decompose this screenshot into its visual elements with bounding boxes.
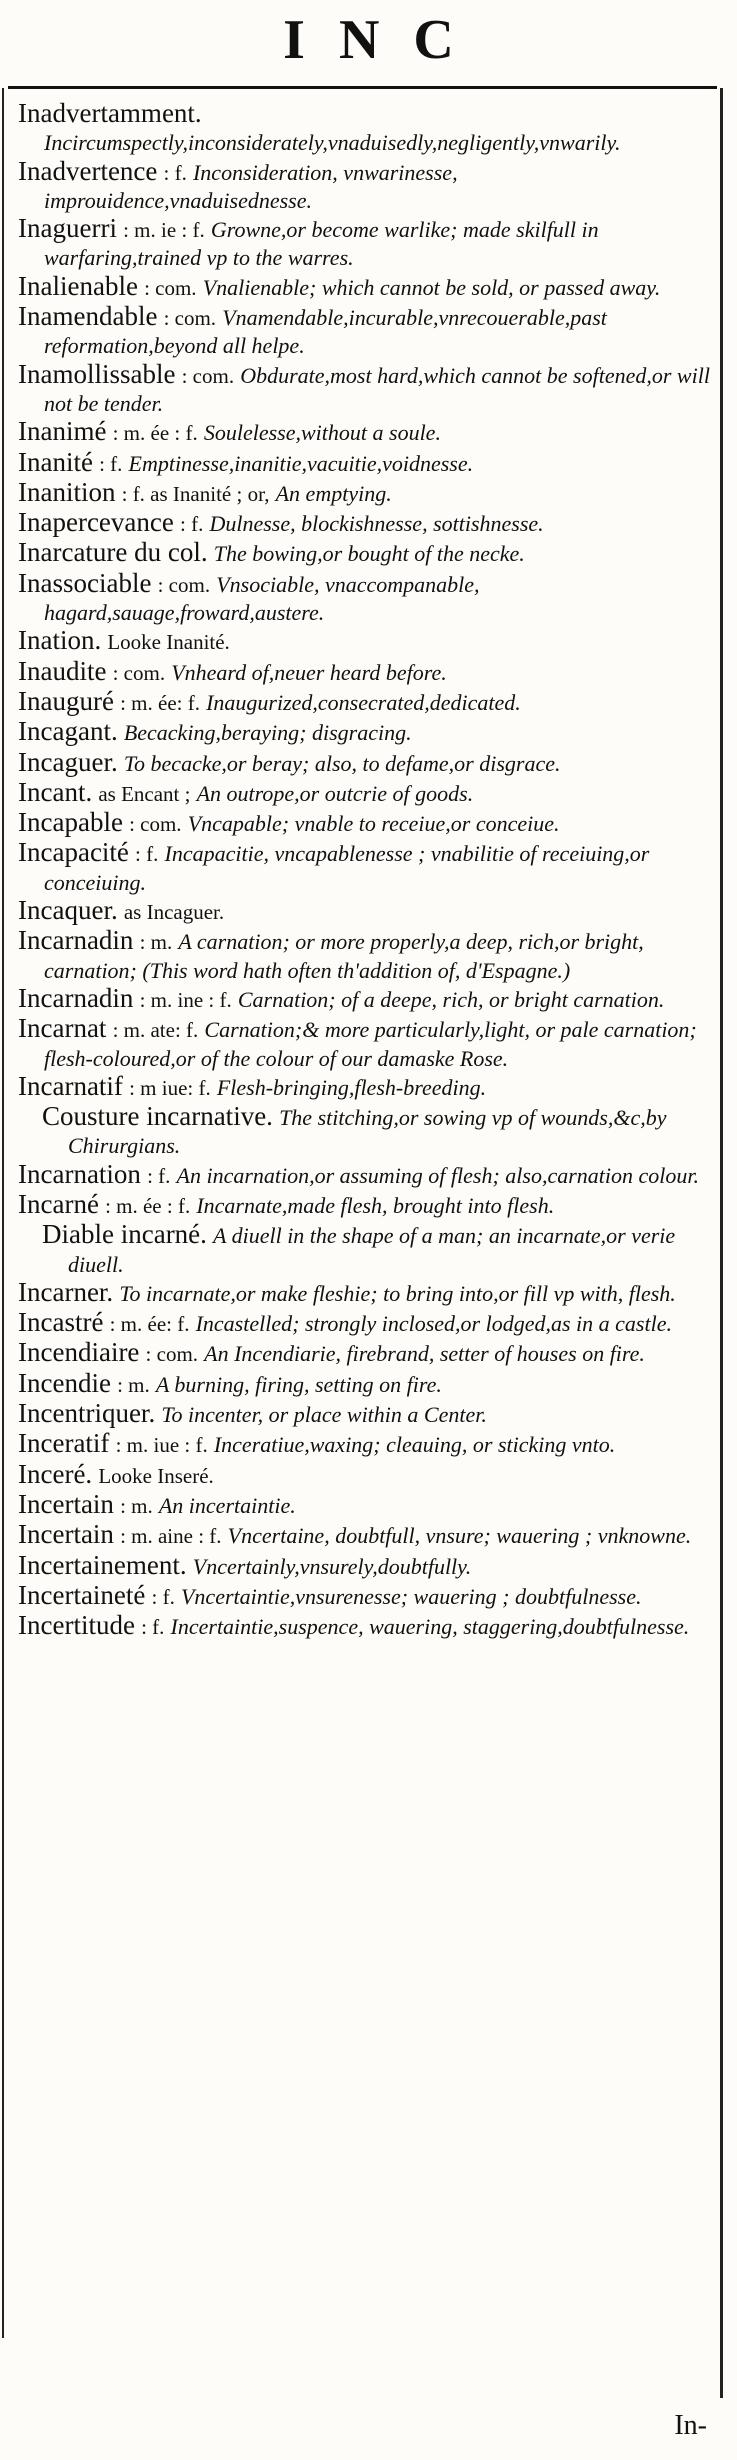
entry-grammar: as Encant ;	[98, 781, 191, 806]
dictionary-entry	[18, 655, 715, 687]
entry-grammar: : m. ée: f.	[109, 1312, 190, 1337]
dictionary-entry	[18, 1158, 715, 1190]
entry-gloss: A diuell in the shape of a man; an incarnate,or verie diuell.	[68, 1223, 676, 1277]
entry-gloss: Vncapable; vnable to receiue,or conceiue.	[187, 811, 560, 837]
entry-gloss: Carnation; of a deepe, rich, or bright carnation.	[237, 986, 665, 1012]
entry-headword: Incarnadin	[18, 925, 134, 956]
dictionary-entry	[18, 685, 715, 717]
dictionary-entry	[18, 897, 715, 926]
entry-headword: Inceré.	[18, 1458, 93, 1489]
entry-grammar: : f.	[163, 160, 187, 185]
entry-headword: Incarner.	[18, 1276, 114, 1307]
entry-gloss: Inconsideration, vnwarinesse, improuidence,vnaduisednesse.	[44, 159, 458, 213]
dictionary-entry	[18, 1367, 715, 1399]
entry-gloss: The bowing,or bought of the necke.	[213, 541, 525, 567]
dictionary-entry	[18, 1579, 715, 1611]
dictionary-entry	[18, 100, 715, 157]
dictionary-entry	[18, 1400, 715, 1429]
dictionary-entry	[18, 358, 715, 418]
dictionary-entry	[18, 627, 715, 656]
entry-headword: Inadvertence	[18, 155, 158, 186]
dictionary-entry	[18, 1549, 715, 1581]
entry-gloss: Incastelled; strongly inclosed,or lodged,as in a castle.	[195, 1311, 672, 1337]
entry-grammar: : f.	[99, 451, 123, 476]
entry-gloss: Incertaintie,suspence, wauering, staggering,doubtfulnesse.	[170, 1614, 690, 1640]
dictionary-entry	[18, 982, 715, 1014]
entry-headword: Inanition	[18, 476, 116, 507]
dictionary-entry	[18, 746, 715, 778]
dictionary-entry	[18, 303, 715, 360]
entry-grammar: : com.	[157, 572, 211, 597]
entry-grammar: : m. ie : f.	[123, 218, 205, 243]
dictionary-entry	[18, 927, 715, 984]
entry-headword: Inaguerri	[18, 213, 117, 244]
entry-headword: Incaguer.	[18, 746, 118, 777]
entry-headword: Inanité	[18, 446, 93, 477]
entry-headword: Incertain	[18, 1519, 114, 1550]
entry-gloss: Incircumspectly,inconsiderately,vnaduisedly,negligently,vnwarily.	[44, 130, 621, 156]
dictionary-entry	[18, 446, 715, 478]
dictionary-entry	[18, 1612, 715, 1641]
entry-grammar: : m.	[117, 1372, 150, 1397]
entry-grammar: : m. ée : f.	[112, 421, 198, 446]
entry-grammar: : com.	[144, 275, 197, 300]
entry-headword: Incertitude	[18, 1610, 135, 1641]
dictionary-entry	[18, 1221, 715, 1278]
entry-headword: Incendiaire	[18, 1337, 140, 1368]
dictionary-entry	[18, 809, 715, 838]
entry-grammar: : f.	[135, 842, 159, 867]
dictionary-entry	[18, 1430, 715, 1459]
entry-headword: Inamollissable	[18, 358, 176, 389]
entry-gloss: An emptying.	[275, 480, 392, 506]
entry-gloss: The stitching,or sowing vp of wounds,&c,by Chirurgians.	[68, 1105, 667, 1159]
entry-grammar: : com.	[181, 363, 235, 388]
entry-headword: Incendie	[18, 1367, 111, 1398]
entry-gloss: Vncertaine, doubtfull, vnsure; wauering ; vnknowne.	[227, 1523, 692, 1549]
dictionary-entry	[18, 839, 715, 896]
entry-grammar: : com.	[129, 812, 182, 837]
entry-gloss: Dulnesse, blockishnesse, sottishnesse.	[209, 511, 544, 537]
entry-gloss: An incarnation,or assuming of flesh; also,carnation colour.	[176, 1162, 700, 1188]
dictionary-entry	[18, 1015, 715, 1072]
entry-headword: Incarnat	[18, 1013, 107, 1044]
entry-grammar: : f.	[151, 1584, 175, 1609]
dictionary-entry	[18, 155, 715, 215]
catchword: In-	[674, 2410, 707, 2441]
page-header	[0, 0, 737, 88]
dictionary-entry	[18, 1339, 715, 1368]
dictionary-entry	[18, 1458, 715, 1490]
entry-gloss: Vncertainly,vnsurely,doubtfully.	[192, 1553, 472, 1579]
entry-gloss: An incertaintie.	[158, 1492, 296, 1518]
entry-gloss: Incapacitie, vncapablenesse ; vnabilitie of receiuing,or conceiuing.	[44, 841, 650, 895]
entry-headword: Ination.	[18, 625, 102, 656]
entry-grammar: Looke Inseré.	[98, 1463, 214, 1488]
entry-headword: Inaudite	[18, 655, 107, 686]
entry-headword: Inarcature du col.	[18, 537, 208, 568]
entry-gloss: Carnation;& more particularly,light, or pale carnation; flesh-coloured,or of the colour of our damaske Rose.	[44, 1017, 697, 1071]
entry-headword: Incarnation	[18, 1158, 141, 1189]
entry-headword: Inamendable	[18, 301, 158, 332]
entry-headword: Incapacité	[18, 837, 129, 868]
entry-grammar: : m.	[139, 930, 173, 955]
dictionary-entry	[18, 509, 715, 538]
entry-gloss: Flesh-bringing,flesh-breeding.	[216, 1074, 487, 1100]
dictionary-entry	[18, 718, 715, 747]
entry-headword: Inauguré	[18, 685, 114, 716]
entry-gloss: Inaugurized,consecrated,dedicated.	[206, 689, 521, 715]
entry-grammar: : f.	[147, 1163, 171, 1188]
entry-headword: Incarnadin	[18, 982, 134, 1013]
dictionary-entry	[18, 418, 715, 447]
dictionary-entry	[18, 1488, 715, 1520]
entry-headword: Incaquer.	[18, 895, 118, 926]
entry-gloss: Emptinesse,inanitie,vacuitie,voidnesse.	[128, 450, 474, 476]
entry-gloss: Incarnate,made flesh, brought into flesh.	[196, 1192, 555, 1218]
dictionary-entry	[18, 1103, 715, 1160]
entry-grammar: : m.	[120, 1493, 153, 1518]
entry-grammar: : m. ate: f.	[112, 1018, 199, 1043]
entry-grammar: : m. ée: f.	[120, 690, 200, 715]
header-rule	[8, 86, 717, 89]
entry-grammar: : com.	[145, 1342, 199, 1367]
entry-headword: Incarné	[18, 1188, 99, 1219]
entry-headword: Incapable	[18, 807, 123, 838]
dictionary-entry	[18, 476, 715, 508]
entry-grammar: : m. ine : f.	[139, 987, 232, 1012]
dictionary-entry	[18, 1309, 715, 1338]
entry-headword: Inceratif	[18, 1428, 110, 1459]
entry-grammar: : f.	[141, 1615, 165, 1640]
dictionary-entry	[18, 1188, 715, 1220]
entry-grammar: as Incaguer.	[123, 900, 225, 925]
entry-headword: Inalienable	[18, 270, 138, 301]
entry-gloss: Becacking,beraying; disgracing.	[123, 720, 412, 746]
entry-headword: Incagant.	[18, 716, 118, 747]
dictionary-entry	[18, 1276, 715, 1308]
entry-gloss: Vnamendable,incurable,vnrecouerable,past reformation,beyond all helpe.	[44, 305, 607, 359]
entry-headword: Incant.	[18, 776, 93, 807]
dictionary-entry	[18, 776, 715, 808]
dictionary-entry	[18, 1521, 715, 1550]
dictionary-entry	[18, 567, 715, 627]
entry-grammar: : m. aine : f.	[120, 1524, 222, 1549]
entry-headword: Inadvertamment.	[18, 98, 202, 128]
entry-headword: Cousture incarnative.	[42, 1101, 273, 1132]
dictionary-entry	[18, 215, 715, 272]
entry-grammar: : f. as Inanité ; or,	[121, 481, 270, 506]
dictionary-entry	[18, 270, 715, 302]
entry-grammar: : m. iue : f.	[115, 1433, 208, 1458]
entry-gloss: To incenter, or place within a Center.	[161, 1402, 487, 1428]
entry-headword: Inassociable	[18, 567, 152, 598]
entry-headword: Incarnatif	[18, 1070, 123, 1101]
entry-gloss: Obdurate,most hard,which cannot be softened,or will not be tender.	[44, 362, 710, 416]
entry-headword: Incertaineté	[18, 1579, 146, 1610]
entry-gloss: Soulelesse,without a soule.	[203, 420, 441, 446]
left-margin-rule	[2, 88, 4, 2338]
entry-grammar: : m iue: f.	[129, 1075, 211, 1100]
entry-gloss: An outrope,or outcrie of goods.	[196, 780, 474, 806]
entry-headword: Incastré	[18, 1307, 104, 1338]
entry-grammar: : com.	[112, 660, 166, 685]
entry-gloss: Vnheard of,neuer heard before.	[171, 659, 447, 685]
dictionary-entry	[18, 1070, 715, 1102]
entry-grammar: : com.	[163, 306, 217, 331]
entry-headword: Incertain	[18, 1488, 114, 1519]
entry-gloss: Vnsociable, vnaccompanable, hagard,sauage,froward,austere.	[44, 571, 480, 626]
entry-grammar: : m. ée : f.	[105, 1193, 191, 1218]
entry-gloss: Inceratiue,waxing; cleauing, or sticking vnto.	[213, 1432, 616, 1458]
entry-list	[18, 100, 715, 1642]
entry-gloss: To becacke,or beray; also, to defame,or disgrace.	[123, 750, 561, 776]
running-head: INC	[283, 9, 488, 71]
entry-gloss: Growne,or become warlike; made skilfull in warfaring,trained vp to the warres.	[44, 217, 599, 271]
entry-gloss: An Incendiarie, firebrand, setter of houses on fire.	[204, 1341, 645, 1367]
entry-gloss: Vncertaintie,vnsurenesse; wauering ; doubtfulnesse.	[180, 1583, 642, 1609]
dictionary-entry	[18, 539, 715, 568]
entry-gloss: A burning, firing, setting on fire.	[155, 1371, 442, 1397]
right-margin-rule	[720, 88, 723, 2398]
entry-gloss: Vnalienable; which cannot be sold, or passed away.	[202, 274, 661, 300]
entry-headword: Diable incarné.	[42, 1219, 207, 1250]
entry-gloss: A carnation; or more properly,a deep, rich,or bright, carnation; (This word hath often th'addition of, d'Espagne.)	[44, 929, 644, 983]
entry-headword: Inapercevance	[18, 507, 174, 538]
entry-headword: Inanimé	[18, 416, 107, 447]
entry-headword: Incertainement.	[18, 1549, 187, 1580]
entry-grammar: Looke Inanité.	[107, 630, 230, 655]
entry-grammar: : f.	[180, 512, 204, 537]
entry-headword: Incentriquer.	[18, 1398, 156, 1429]
entry-gloss: To incarnate,or make fleshie; to bring into,or fill vp with, flesh.	[119, 1280, 676, 1306]
